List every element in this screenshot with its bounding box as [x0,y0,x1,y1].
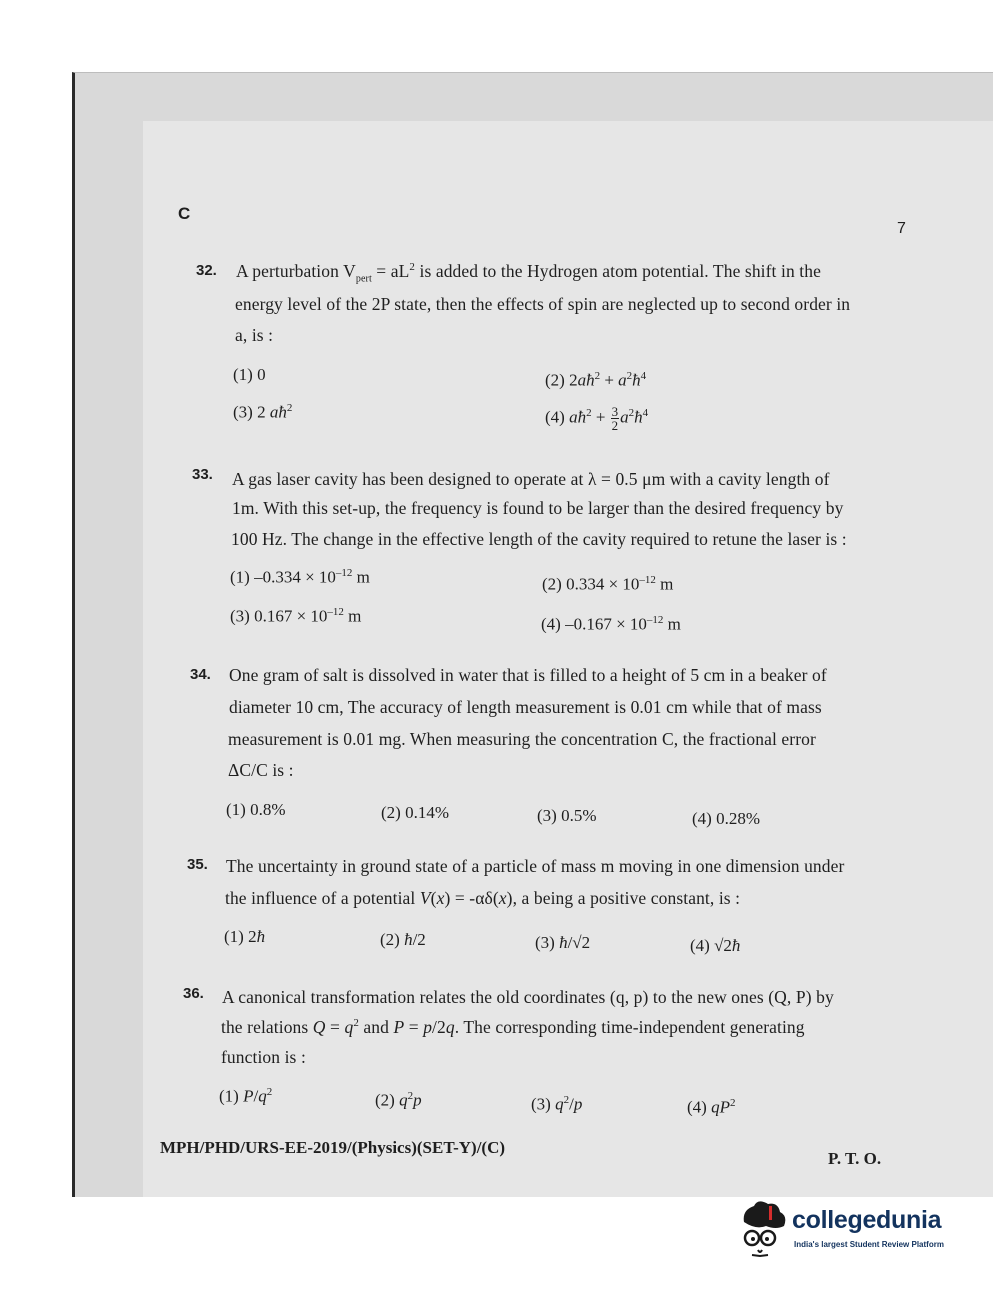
option-label: (3) [531,1094,551,1114]
question-number: 33. [192,466,213,483]
option-label: (3) [230,606,250,626]
option: (2) $0.334 \times 10^{-12}$ m [542,574,674,594]
question-text: measurement is 0.01 mg. When measuring the concentration C, the fractional error [228,729,816,749]
option: (4) √2ħ [690,936,741,955]
option-label: (1) [219,1086,239,1106]
exam-code: MPH/PHD/URS-EE-2019/(Physics)(SET-Y)/(C) [160,1138,506,1157]
question-number: 36. [183,985,204,1002]
option-label: (3) [233,402,253,422]
option: (1) $-0.334 \times 10^{-12}$ m [230,567,370,587]
option-label: (2) [542,574,562,594]
option: (2) $q^2p$ [375,1090,422,1110]
question-text: The uncertainty in ground state of a particle of mass m moving in one dimension under [226,856,845,876]
option: (1) $P/q^2$ [219,1086,273,1106]
option: (1) 0.8% [226,800,286,819]
question-number: 35. [187,856,208,873]
option-label: (4) [545,407,565,427]
option-label: (2) [545,370,565,390]
option: (3) $q^2/p$ [531,1094,583,1114]
option: (3) $0.167 \times 10^{-12}$ m [230,606,362,626]
question-text: A canonical transformation relates the old coordinates (q, p) to the new ones (Q, P) by [222,987,834,1007]
option: (3) 2 $aħ^2$ [233,402,293,422]
option: (2) $2aħ^2$ + $a^2ħ^4$ [545,370,647,390]
question-text: A gas laser cavity has been designed to operate at λ = 0.5 μm with a cavity length of [232,469,830,489]
option-label: (1) [233,365,253,384]
option: (3) 0.5% [537,806,597,825]
option: (4) 0.28% [692,809,760,828]
option: (1) 0 [233,365,266,384]
option-label: (2) [380,930,400,949]
option: (1) 2ħ [224,927,266,946]
question-text: 100 Hz. The change in the effective length of the cavity required to retune the laser is : [231,529,847,549]
option-label: (1) [224,927,244,946]
option-label: (2) [375,1090,395,1110]
question-number: 34. [190,666,211,683]
question-text: A perturbation $V_{pert} = aL^2$ is added to the Hydrogen atom potential. The shift in the [236,261,821,285]
mascot-icon [736,1200,792,1260]
logo-tagline: India's largest Student Review Platform [794,1240,944,1249]
option: (2) 0.14% [381,803,449,822]
option: (4) $aħ^2$ + $\frac{3}{2}$ $a^2ħ^4$ [545,404,649,433]
question-text: the relations $Q = q^2$ and P = p/2q. The corresponding time-independent generating [221,1017,805,1037]
option-label: (4) [690,936,710,955]
question-text: a, is : [235,325,274,345]
question-number: 32. [196,262,217,279]
set-code: C [178,204,191,223]
option: (3) ħ/√2 [535,933,591,952]
option-label: (1) [230,567,250,587]
option: (4) $qP^2$ [687,1097,736,1117]
option-label: (4) [687,1097,707,1117]
collegedunia-logo[interactable] [736,1200,966,1260]
question-text: One gram of salt is dissolved in water that is filled to a height of 5 cm in a beaker of [229,665,827,685]
option-label: (3) [535,933,555,952]
question-text: 1m. With this set-up, the frequency is found to be larger than the desired frequency by [232,498,844,518]
logo-brand: collegedunia [792,1206,942,1234]
option-label: (4) [541,614,561,634]
question-text: energy level of the 2P state, then the effects of spin are neglected up to second order in [235,294,851,314]
option: (4) $-0.167 \times 10^{-12}$ m [541,614,681,634]
question-text: ΔC/C is : [228,760,294,780]
option: (2) ħ/2 [380,930,426,949]
question-text: the influence of a potential V(x) = -αδ(x), a being a positive constant, is : [225,888,741,908]
question-text: function is : [221,1047,306,1067]
page-number: 7 [897,220,906,237]
question-text: diameter 10 cm, The accuracy of length measurement is 0.01 cm while that of mass [229,697,822,717]
page-turn-over: P. T. O. [828,1149,882,1168]
